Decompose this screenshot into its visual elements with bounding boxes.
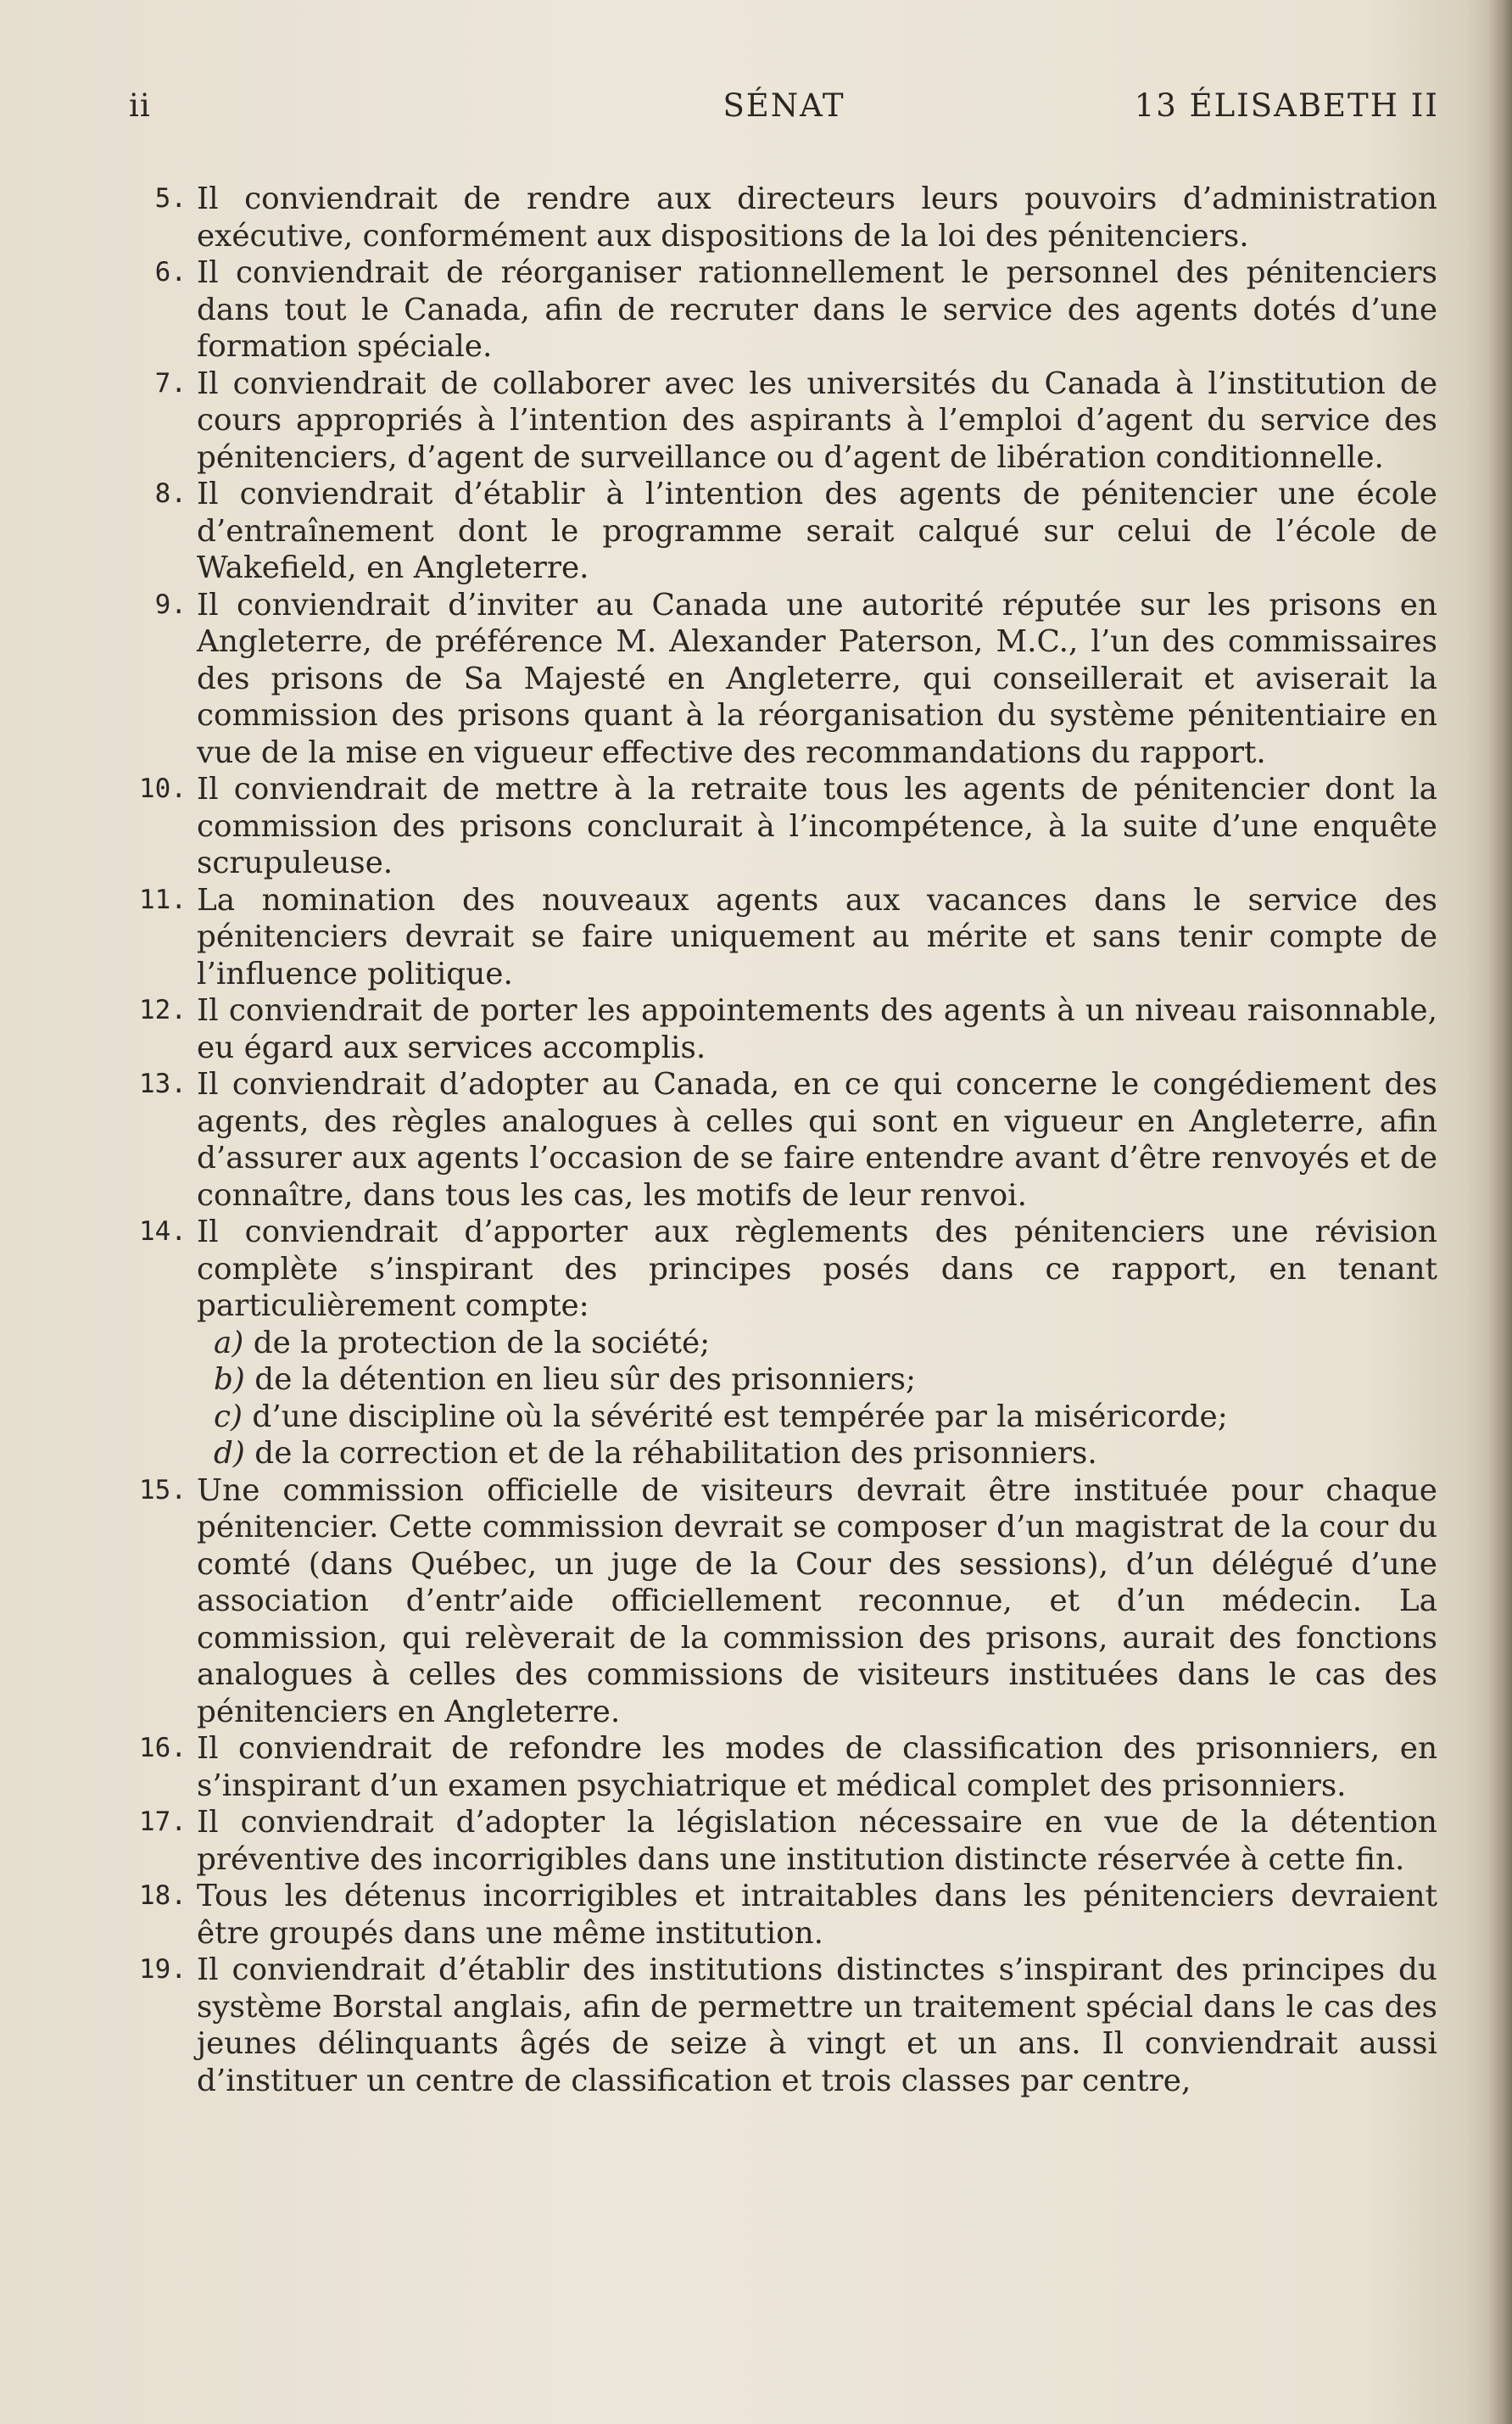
item-text: Il conviendrait d’établir des institutions distinctes s’inspirant des principes du système Borstal anglais, afin de permettre un traitement spécial dans le cas des jeunes délinquants âgés de seize à vingt et un ans. Il conviendrait aussi d’instituer un centre de classification et trois classes par centre, xyxy=(197,1952,1437,2098)
header-title: SÉNAT xyxy=(723,87,845,124)
item-number: 17. xyxy=(139,1807,187,1837)
item-text: Il conviendrait d’inviter au Canada une autorité réputée sur les prisons en Angleterre, de préférence M. Alexander Paterson, M.C., l’un des commissaires des prisons de Sa Majesté en Angleterre, qui conseillerait et aviserait la commission des prisons quant à la réorganisation du système pénitentiaire en vue de la mise en vigueur effective des recommandations du rapport. xyxy=(197,587,1437,770)
header-session: 13 ÉLISABETH II xyxy=(1134,87,1439,124)
recommendation-item xyxy=(119,771,1437,882)
recommendation-item xyxy=(119,1472,1437,1731)
item-text: Il conviendrait de collaborer avec les universités du Canada à l’institution de cours appropriés à l’intention des aspirants à l’emploi d’agent du service des pénitenciers, d’agent de surveillance ou d’agent de libération conditionnelle. xyxy=(197,366,1437,475)
sub-item xyxy=(197,1325,1437,1362)
recommendation-item xyxy=(119,1066,1437,1214)
sub-item-letter: c) xyxy=(214,1399,243,1434)
recommendation-item xyxy=(119,587,1437,772)
sub-item-text: d’une discipline où la sévérité est tempérée par la miséricorde; xyxy=(252,1399,1228,1434)
item-number: 7. xyxy=(154,367,187,399)
running-header xyxy=(129,85,1439,127)
item-number: 11. xyxy=(139,884,187,915)
recommendation-item xyxy=(119,181,1437,254)
recommendation-item xyxy=(119,992,1437,1066)
item-number: 9. xyxy=(154,589,187,620)
item-text: Il conviendrait d’établir à l’intention des agents de pénitencier une école d’entraînement dont le programme serait calqué sur celui de l’école de Wakefield, en Angleterre. xyxy=(197,477,1437,585)
item-number: 6. xyxy=(154,257,187,288)
sub-item-text: de la correction et de la réhabilitation des prisonniers. xyxy=(254,1436,1097,1471)
item-text: Une commission officielle de visiteurs devrait être instituée pour chaque pénitencier. Cette commission devrait se composer d’un magistrat de la cour du comté (dans Québec, un juge de la Cour des sessions), d’un délégué d’une association d’entr’aide officiellement reconnue, et d’un médecin. La commission, qui relèverait de la commission des prisons, aurait des fonctions analogues à celles des commissions de visiteurs instituées dans le cas des pénitenciers en Angleterre. xyxy=(197,1472,1437,1729)
item-text: Tous les détenus incorrigibles et intraitables dans les pénitenciers devraient être groupés dans une même institution. xyxy=(197,1879,1437,1951)
recommendation-item xyxy=(119,476,1437,587)
item-number: 13. xyxy=(139,1069,187,1099)
recommendation-item xyxy=(119,1730,1437,1804)
item-text: Il conviendrait d’adopter au Canada, en ce qui concerne le congédiement des agents, des règles analogues à celles qui sont en vigueur en Angleterre, afin d’assurer aux agents l’occasion de se faire entendre avant d’être renvoyés et de connaître, dans tous les cas, les motifs de leur renvoi. xyxy=(197,1067,1437,1213)
recommendation-item xyxy=(119,366,1437,477)
item-number: 15. xyxy=(139,1474,187,1505)
item-text: Il conviendrait de rendre aux directeurs leurs pouvoirs d’administration exécutive, conformément aux dispositions de la loi des pénitenciers. xyxy=(197,182,1437,254)
item-text: La nomination des nouveaux agents aux vacances dans le service des pénitenciers devrait se faire uniquement au mérite et sans tenir compte de l’influence politique. xyxy=(197,882,1437,991)
recommendation-item xyxy=(119,1804,1437,1878)
recommendation-item xyxy=(119,882,1437,993)
sub-item-letter: a) xyxy=(214,1325,244,1360)
item-number: 10. xyxy=(139,774,187,804)
sub-item xyxy=(197,1361,1437,1399)
sub-item-letter: b) xyxy=(214,1362,245,1397)
sub-item xyxy=(197,1399,1437,1436)
page-edge-shadow xyxy=(1488,0,1512,2424)
item-text: Il conviendrait de porter les appointements des agents à un niveau raisonnable, eu égard aux services accomplis. xyxy=(197,993,1437,1065)
item-text: Il conviendrait d’adopter la législation nécessaire en vue de la détention préventive des incorrigibles dans une institution distincte réservée à cette fin. xyxy=(197,1805,1437,1877)
recommendation-item xyxy=(119,1214,1437,1472)
item-text: Il conviendrait de refondre les modes de classification des prisonniers, en s’inspirant d’un examen psychiatrique et médical complet des prisonniers. xyxy=(197,1731,1437,1803)
item-number: 5. xyxy=(154,183,187,214)
item-text: Il conviendrait d’apporter aux règlements des pénitenciers une révision complète s’inspirant des principes posés dans ce rapport, en tenant particulièrement compte: xyxy=(197,1215,1437,1323)
sub-item-text: de la protection de la société; xyxy=(253,1325,711,1360)
item-text: Il conviendrait de mettre à la retraite tous les agents de pénitencier dont la commission des prisons conclurait à l’incompétence, à la suite d’une enquête scrupuleuse. xyxy=(197,772,1437,880)
sub-item-letter: d) xyxy=(214,1436,245,1471)
recommendation-item xyxy=(119,254,1437,366)
item-number: 18. xyxy=(139,1880,187,1911)
item-number: 12. xyxy=(139,995,187,1025)
recommendations-list xyxy=(119,181,1437,2099)
item-number: 19. xyxy=(139,1954,187,1985)
sub-item-text: de la détention en lieu sûr des prisonniers; xyxy=(254,1362,917,1397)
recommendation-item xyxy=(119,1952,1437,2099)
item-number: 16. xyxy=(139,1733,187,1763)
recommendation-item xyxy=(119,1878,1437,1952)
item-number: 8. xyxy=(154,478,187,509)
page-number: ii xyxy=(129,87,151,124)
item-number: 14. xyxy=(139,1216,187,1247)
item-text: Il conviendrait de réorganiser rationnellement le personnel des pénitenciers dans tout le Canada, afin de recruter dans le service des agents dotés d’une formation spéciale. xyxy=(197,255,1437,364)
sub-item xyxy=(197,1435,1437,1472)
